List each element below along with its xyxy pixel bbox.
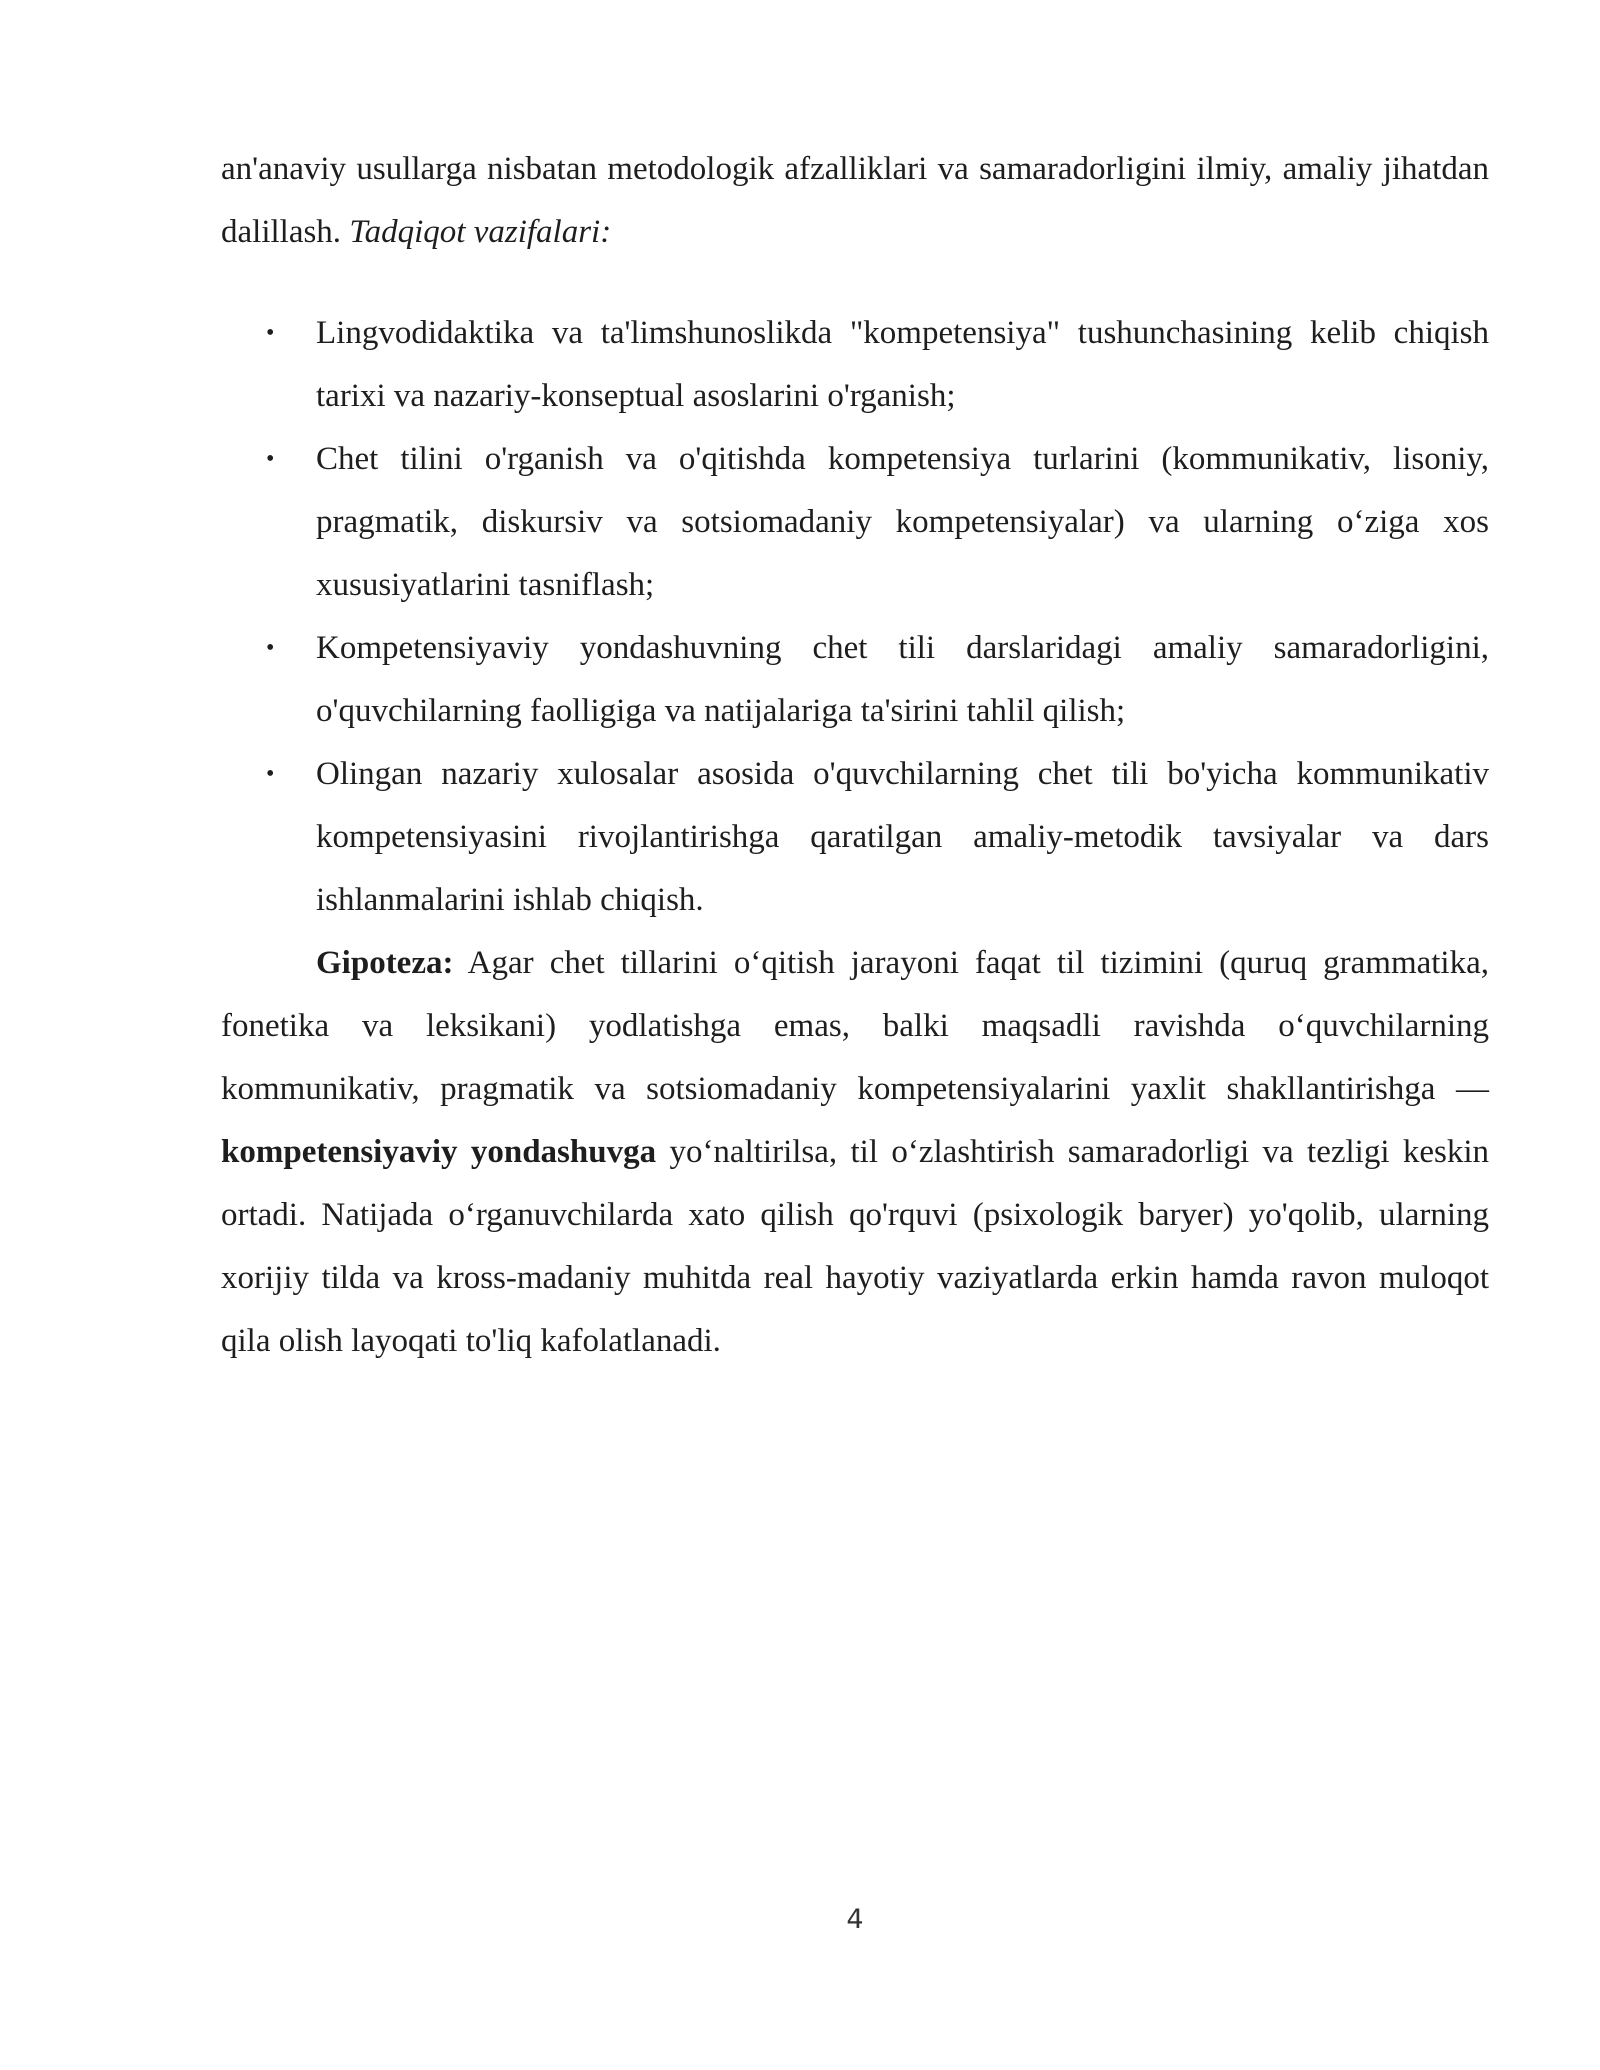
bullet-icon: • bbox=[266, 635, 275, 661]
intro-paragraph bbox=[221, 138, 1489, 264]
list-item bbox=[221, 743, 1489, 932]
hypothesis-text-after: yo‘naltirilsa, til o‘zlashtirish samaradorligi va tezligi keskin ortadi. Natijada o‘rganuvchilarda xato qilish qo'rquvi (psixologik baryer) yo'qolib, ularning xorijiy tilda va kross-madaniy muhitda real hayotiy vaziyatlarda erkin hamda ravon muloqot qila olish layoqati to'liq kafolatlanadi. bbox=[221, 1134, 1489, 1359]
intro-text: an'anaviy usullarga nisbatan metodologik afzalliklari va samaradorligini ilmiy, amaliy jihatdan dalillash. bbox=[221, 151, 1489, 250]
hypothesis-emphasis: kompetensiyaviy yondashuvga bbox=[221, 1134, 657, 1170]
task-text: Chet tilini o'rganish va o'qitishda kompetensiya turlarini (kommunikativ, lisoniy, pragmatik, diskursiv va sotsiomadaniy kompetensiyalar) va ularning o‘ziga xos xususiyatlarini tasniflash; bbox=[316, 441, 1489, 603]
tasks-heading: Tadqiqot vazifalari: bbox=[349, 214, 612, 250]
task-text: Kompetensiyaviy yondashuvning chet tili darslaridagi amaliy samaradorligini, o'quvchilarning faolligiga va natijalariga ta'sirini tahlil qilish; bbox=[316, 630, 1489, 729]
hypothesis-paragraph bbox=[221, 932, 1489, 1373]
list-item bbox=[221, 428, 1489, 617]
hypothesis-text-before: Agar chet tillarini o‘qitish jarayoni faqat til tizimini (quruq grammatika, fonetika va leksikani) yodlatishga emas, balki maqsadli ravishda o‘quvchilarning kommunikativ, pragmatik va sotsiomadaniy kompetensiyalarini yaxlit shakllantirishga — bbox=[221, 945, 1489, 1107]
list-item bbox=[221, 302, 1489, 428]
bullet-icon: • bbox=[266, 320, 275, 346]
page-number: 4 bbox=[846, 1904, 864, 1935]
task-text: Olingan nazariy xulosalar asosida o'quvchilarning chet tili bo'yicha kommunikativ kompetensiyasini rivojlantirishga qaratilgan amaliy-metodik tavsiyalar va dars ishlanmalarini ishlab chiqish. bbox=[316, 756, 1489, 918]
bullet-icon: • bbox=[266, 761, 275, 787]
hypothesis-label: Gipoteza: bbox=[316, 945, 454, 981]
page-content bbox=[221, 138, 1489, 1373]
list-item bbox=[221, 617, 1489, 743]
tasks-list bbox=[221, 302, 1489, 932]
task-text: Lingvodidaktika va ta'limshunoslikda "kompetensiya" tushunchasining kelib chiqish tarixi va nazariy-konseptual asoslarini o'rganish; bbox=[316, 315, 1489, 414]
bullet-icon: • bbox=[266, 446, 275, 472]
